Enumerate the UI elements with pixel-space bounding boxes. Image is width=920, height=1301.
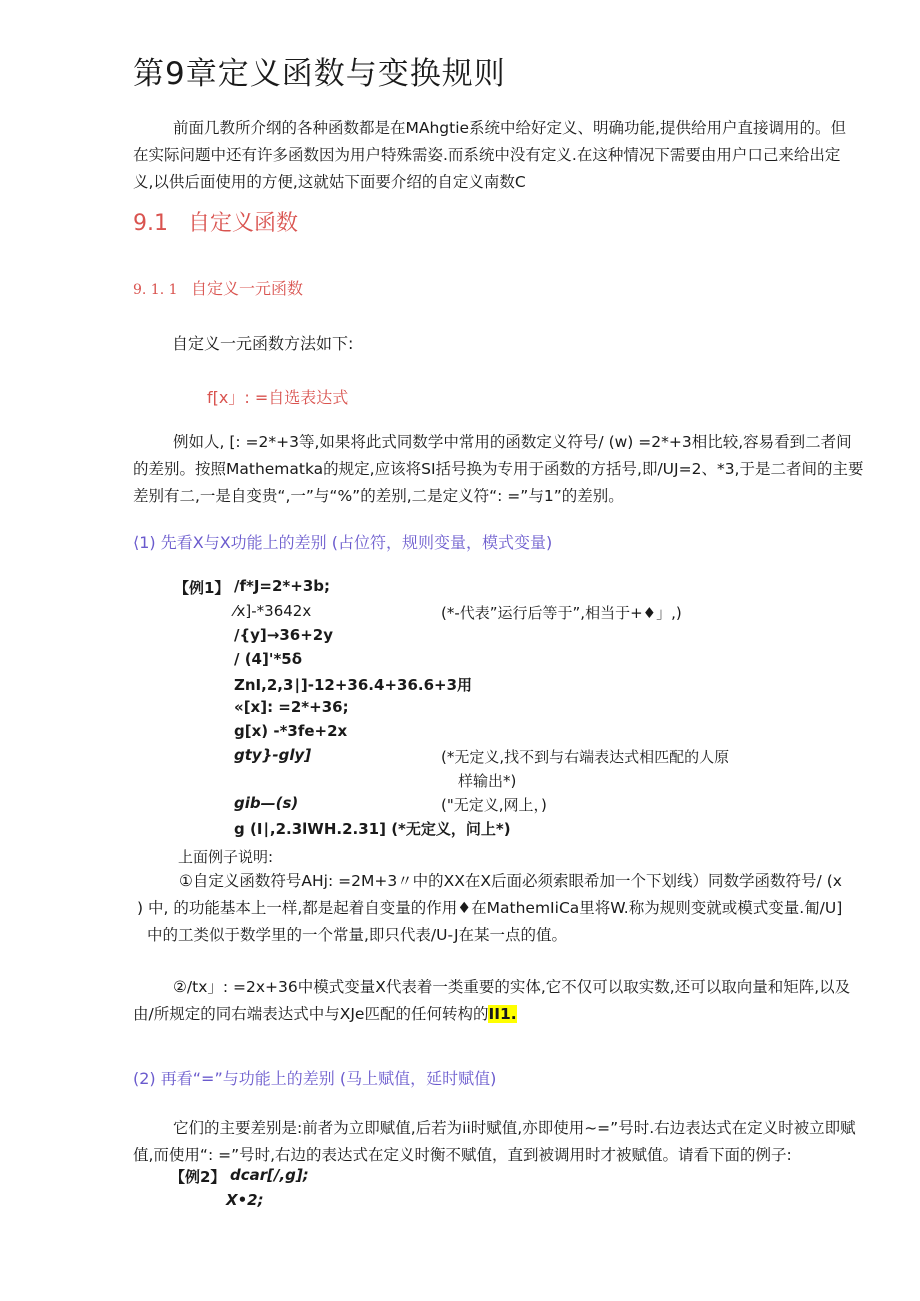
code-comment: (*无定义,找不到与右端表达式相匹配的人原 — [441, 748, 730, 766]
code-line: ⁄x]-*3642x — [234, 602, 312, 620]
code-line: X•2; — [226, 1191, 264, 1209]
method-line: 自定义一元函数方法如下: — [172, 334, 354, 353]
example2-label: 【例2】 — [170, 1168, 226, 1186]
section-title: 自定义函数 — [188, 211, 299, 236]
code-line: /f*J=2*+3b; — [234, 577, 331, 595]
example-line: 差别有二,一是自变贵“,一”与“%”的差别,二是定义符“: =”与1”的差别。 — [133, 487, 624, 505]
code-line: ZnI,2,3∣]-12+36.4+36.6+3用 — [234, 676, 473, 694]
part2-line: 它们的主要差别是:前者为立即赋值,后若为ii时赋值,亦即使用~=”号时.右边表达式在定义时被立即赋 — [173, 1119, 856, 1137]
subsection-title: 自定义一元函数 — [191, 279, 304, 298]
definition-formula: f[x」: =自选表达式 — [207, 388, 349, 407]
example-paragraph — [133, 429, 864, 510]
explain-label: 上面例子说明: — [178, 848, 274, 866]
part2-line: 值,而使用“: =”号时,右边的表达式在定义时衡不赋值，直到被调用时才被赋值。请看下面的例子: — [133, 1146, 792, 1164]
code-line: / (4]'*5δ — [234, 650, 303, 668]
subsection-number: 9. 1. 1 — [133, 282, 178, 298]
part2-paragraph — [133, 1115, 856, 1169]
example-line: 的差别。按照Mathematka的规定,应该将SI括号换为专用于函数的方括号,即/UJ=2、*3,于是二者间的主要 — [133, 460, 864, 478]
page-title: 第9章定义函数与变换规则 — [133, 56, 506, 92]
section-number: 9.1 — [133, 211, 168, 236]
code-comment: ("无定义,网上，) — [441, 796, 547, 814]
explain1-line: ①自定义函数符号AHj: =2M+3〃中的XX在X后面必须索眼希加一个下划线）同数学函数符号/ (x — [179, 872, 842, 890]
intro-line: 义,以供后面使用的方便,这就姑下面要介绍的自定义南数C — [133, 173, 526, 191]
code-comment: 样输出*) — [458, 772, 517, 790]
example1-label: 【例1】 — [174, 579, 230, 597]
explain2-paragraph — [133, 974, 851, 1028]
explain2-line: ②/tx」: =2x+36中模式变量X代表着一类重要的实体,它不仅可以取实数,还可以取向量和矩阵,以及 — [173, 978, 851, 996]
section-heading — [133, 206, 298, 237]
code-line: /{y]→36+2y — [234, 626, 334, 644]
code-comment: (*-代表”运行后等于”,相当于+♦」,) — [441, 604, 682, 622]
code-line: g (I∣,2.3lWH.2.31] (*无定义，问上*) — [234, 820, 511, 838]
explain1-paragraph — [133, 868, 851, 949]
intro-line: 在实际问题中还有许多函数因为用户特殊需姿.而系统中没有定义.在这种情况下需要由用户口己来给出定 — [133, 146, 841, 164]
intro-line: 前面几教所介纲的各种函数都是在MAhgtie系统中给好定义、明确功能,提供给用户直接调用的。但 — [173, 119, 846, 137]
highlighted-text: II1. — [488, 1005, 517, 1023]
explain1-line: ) 中, 的功能基本上一样,都是起着自变量的作用♦在MathemIiCa里将W.称为规则变就或模式变量.匍/U] — [137, 899, 843, 917]
code-line: gty}-gly] — [234, 746, 312, 764]
code-line: gib—(s) — [234, 794, 299, 812]
example-line: 例如人, [: =2*+3等,如果将此式同数学中常用的函数定义符号/ (w) =2*+3相比较,容易看到二者间 — [173, 433, 852, 451]
part2-heading: (2) 再看“=”与功能上的差别 (马上赋值，延时赋值) — [133, 1069, 497, 1088]
part1-heading: ⟨1) 先看X与X功能上的差别 (占位符，规则变量，模式变量) — [133, 533, 553, 552]
code-line: g[x) -*3fe+2x — [234, 722, 348, 740]
code-line: «[x]: =2*+36; — [234, 698, 349, 716]
subsection-heading — [133, 276, 303, 299]
explain2-line — [133, 1001, 851, 1028]
explain1-line: 中的工类似于数学里的一个常量,即只代表/U-J在某一点的值。 — [147, 926, 568, 944]
explain2-text: 由/所规定的同右端表达式中与XJe匹配的任何转构的 — [133, 1005, 489, 1023]
code-line: dcar[/,g]; — [230, 1166, 309, 1184]
intro-paragraph — [133, 115, 851, 196]
